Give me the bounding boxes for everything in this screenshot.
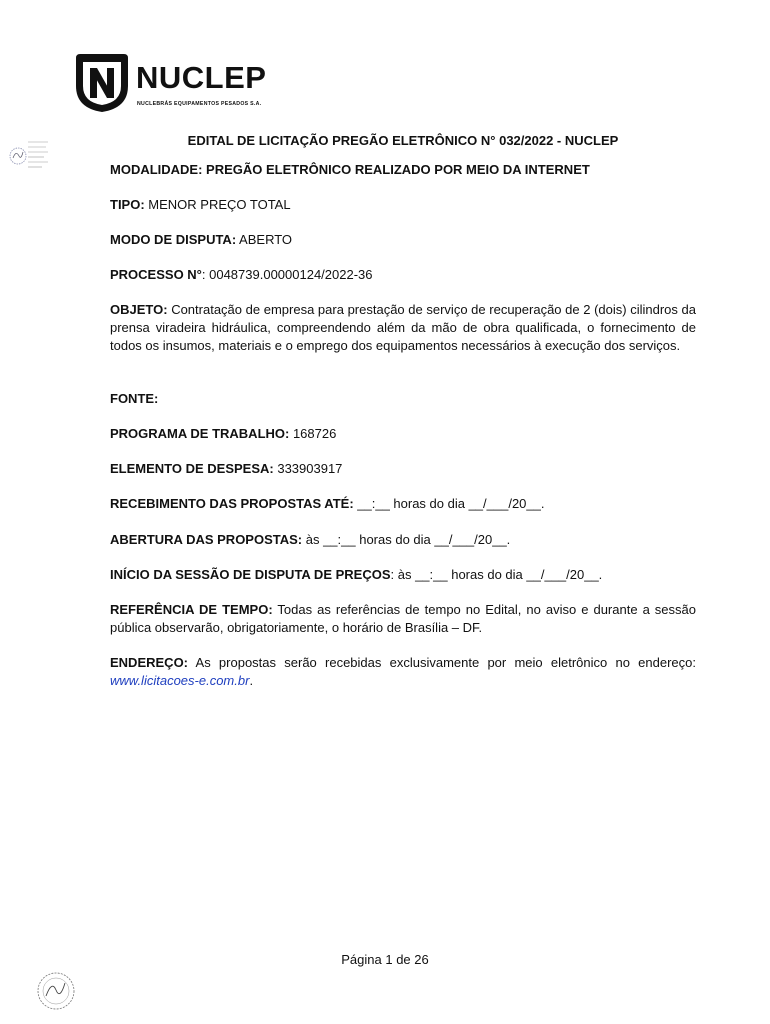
referencia-value: Todas as referências de tempo no Edital, no aviso e durante a sessão pública observarão, obrigatoriamente, o horário de Brasília – DF.	[110, 602, 696, 635]
signature-seal-icon	[34, 970, 78, 1012]
objeto-paragraph	[110, 301, 696, 355]
fonte-line: FONTE:	[110, 391, 159, 406]
endereco-label: ENDEREÇO:	[110, 655, 189, 670]
digital-signature-stamp-icon	[6, 138, 52, 174]
abertura-label: ABERTURA DAS PROPOSTAS:	[110, 532, 303, 547]
objeto-value: Contratação de empresa para prestação de serviço de recuperação de 2 (dois) cilindros da prensa viradeira hidráulica, compreendendo além da mão de obra qualificada, o fornecimento de todos os insumos, materiais e o emprego dos equipamentos necessários à execução dos serviços.	[110, 302, 696, 353]
modo-disputa-line	[110, 231, 696, 249]
endereco-value: As propostas serão recebidas exclusivamente por meio eletrônico no endereço:	[188, 655, 696, 670]
endereco-end: .	[249, 673, 254, 688]
processo-value: : 0048739.00000124/2022-36	[201, 267, 373, 282]
programa-label: PROGRAMA DE TRABALHO:	[110, 426, 290, 441]
modalidade-line: MODALIDADE: PREGÃO ELETRÔNICO REALIZADO POR MEIO DA INTERNET	[110, 162, 590, 177]
elemento-line	[110, 460, 696, 478]
recebimento-line	[110, 495, 696, 513]
licitacoes-link[interactable]: www.licitacoes-e.com.br	[110, 673, 250, 688]
page-number: Página 1 de 26	[341, 952, 429, 967]
referencia-paragraph	[110, 601, 696, 637]
programa-line	[110, 425, 696, 443]
nuclep-emblem-icon	[72, 52, 132, 114]
elemento-value: 333903917	[273, 461, 343, 476]
inicio-value: : às __:__ horas do dia __/___/20__.	[390, 567, 603, 582]
processo-label: PROCESSO N°	[110, 267, 202, 282]
processo-line	[110, 266, 696, 284]
elemento-label: ELEMENTO DE DESPESA:	[110, 461, 274, 476]
modo-disputa-value: ABERTO	[236, 232, 293, 247]
abertura-line	[110, 531, 696, 549]
nuclep-logo	[72, 52, 302, 114]
tipo-line	[110, 196, 696, 214]
tipo-value: MENOR PREÇO TOTAL	[144, 197, 291, 212]
tipo-label: TIPO:	[110, 197, 145, 212]
referencia-label: REFERÊNCIA DE TEMPO:	[110, 602, 273, 617]
inicio-line	[110, 566, 696, 584]
document-title: EDITAL DE LICITAÇÃO PREGÃO ELETRÔNICO N° 032/2022 - NUCLEP	[187, 133, 619, 148]
abertura-value: às __:__ horas do dia __/___/20__.	[302, 532, 511, 547]
endereco-paragraph	[110, 654, 696, 690]
recebimento-value: __:__ horas do dia __/___/20__.	[353, 496, 545, 511]
recebimento-label: RECEBIMENTO DAS PROPOSTAS ATÉ:	[110, 496, 354, 511]
modo-disputa-label: MODO DE DISPUTA:	[110, 232, 237, 247]
objeto-label: OBJETO:	[110, 302, 168, 317]
logo-name: NUCLEP	[136, 60, 267, 95]
inicio-label: INÍCIO DA SESSÃO DE DISPUTA DE PREÇOS	[110, 567, 391, 582]
programa-value: 168726	[289, 426, 337, 441]
logo-subtitle: NUCLEBRÁS EQUIPAMENTOS PESADOS S.A.	[137, 101, 262, 107]
